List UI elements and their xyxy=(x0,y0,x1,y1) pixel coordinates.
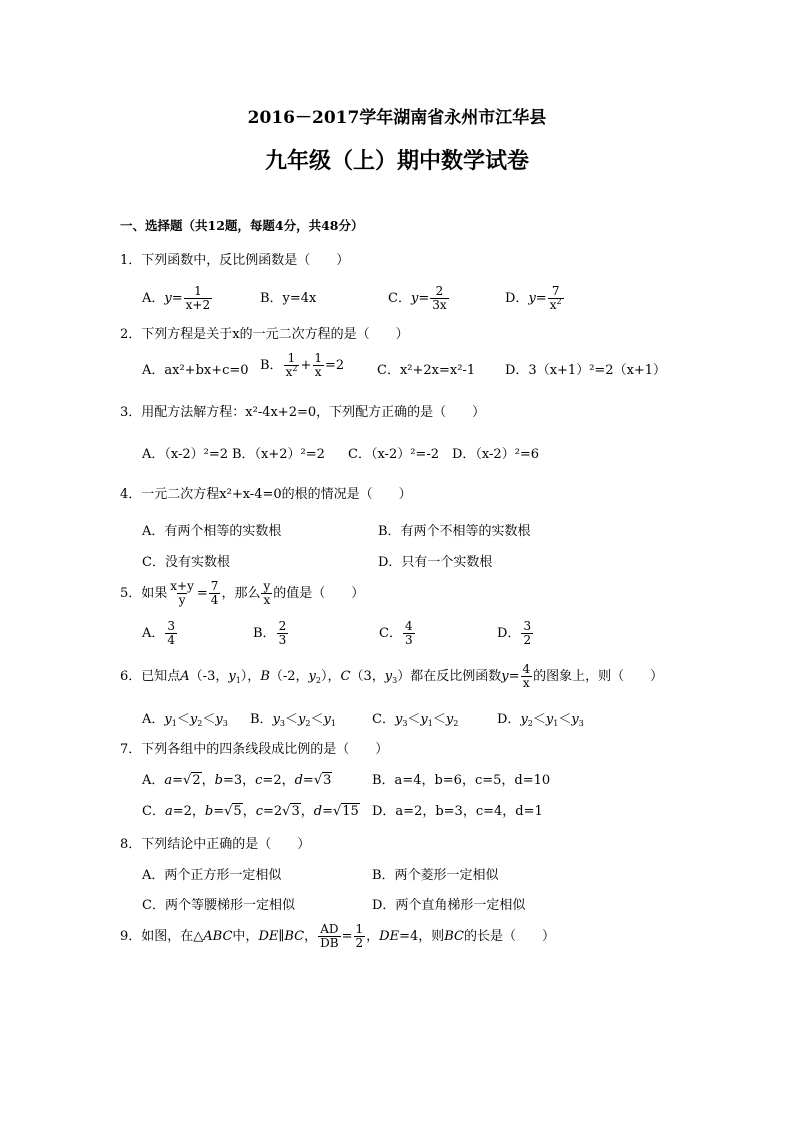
question-8-option-c: C．两个等腰梯形一定相似 xyxy=(142,898,295,913)
question-4-option-c: C．没有实数根 xyxy=(142,555,230,570)
question-2-option-b: B． $\frac{1}{x^2}$ + $\frac{1}{x}$ =2 xyxy=(260,351,345,379)
question-3-stem: 3．用配方法解方程：x²-4x+2=0，下列配方正确的是（ ） xyxy=(120,405,486,420)
question-1-option-b: B．y=4x xyxy=(260,291,317,306)
question-2-option-a: A．ax²+bx+c=0 xyxy=(142,363,249,378)
question-4-option-a: A．有两个相等的实数根 xyxy=(142,524,282,539)
question-2-option-d: D．3（x+1）²=2（x+1） xyxy=(505,363,667,378)
question-7-option-a: A．a=√2，b=3，c=2，d=√3 xyxy=(142,773,332,788)
question-3-option-c: C．（x-2）²=-2 xyxy=(348,447,439,462)
page-title: 2016－2017学年湖南省永州市江华县 xyxy=(247,108,547,128)
question-1-option-d: D．y= $\frac{7}{x^2}$ xyxy=(505,284,562,312)
question-5-option-c: C． $\frac{4}{3}$ xyxy=(379,619,413,647)
question-7-option-d: D．a=2，b=3，c=4，d=1 xyxy=(372,804,543,819)
question-8-option-b: B．两个菱形一定相似 xyxy=(372,868,499,883)
question-6-stem: 6．已知点A（-3，$y_1$），B（-2，$y_2$），C（3，$y_3$）都在反比例函数y= $\frac{4}{x}$ 的图象上，则（ ） xyxy=(120,662,664,690)
question-6-option-b: B．$y_3<y_2<y_1$ xyxy=(250,712,336,728)
question-5-option-a: A． $\frac{3}{4}$ xyxy=(142,619,176,647)
question-5-option-b: B． $\frac{2}{3}$ xyxy=(253,619,287,647)
question-5-stem: 5．如果 $\frac{x+y}{y}$ = $\frac{7}{4}$ ，那么 $\frac{y}{x}$ 的值是（ ） xyxy=(120,579,365,607)
question-9-stem: 9．如图，在△ABC中，DE∥BC， $\frac{AD}{DB}$ = $\frac{1}{2}$ ，DE=4，则BC的长是（ ） xyxy=(120,922,556,950)
question-2-option-c: C．x²+2x=x²-1 xyxy=(377,363,476,378)
question-6-option-d: D．$y_2<y_1<y_3$ xyxy=(497,712,584,728)
question-1-option-a: A．y= $\frac{1}{x+2}$ xyxy=(142,284,211,312)
question-6-option-c: C．$y_3<y_1<y_2$ xyxy=(372,712,459,728)
question-3-option-d: D．（x-2）²=6 xyxy=(452,447,540,462)
question-7-stem: 7．下列各组中的四条线段成比例的是（ ） xyxy=(120,742,389,757)
section-heading: 一、选择题（共12题，每题4分，共48分） xyxy=(120,218,364,233)
question-8-option-a: A．两个正方形一定相似 xyxy=(142,868,282,883)
question-1-option-c: C．y= $\frac{2}{3x}$ xyxy=(388,284,447,312)
question-3-option-b: B．（x+2）²=2 xyxy=(232,447,325,462)
question-4-option-d: D．只有一个实数根 xyxy=(378,555,493,570)
question-4-option-b: B．有两个不相等的实数根 xyxy=(378,524,531,539)
question-5-option-d: D． $\frac{3}{2}$ xyxy=(497,619,532,647)
question-1-stem: 1．下列函数中，反比例函数是（ ） xyxy=(120,253,350,268)
question-7-option-c: C．a=2，b=√5，c=2√3，d=√15 xyxy=(142,804,359,819)
question-8-option-d: D．两个直角梯形一定相似 xyxy=(372,898,526,913)
question-4-stem: 4．一元二次方程x²+x-4=0的根的情况是（ ） xyxy=(120,487,412,502)
question-2-stem: 2．下列方程是关于x的一元二次方程的是（ ） xyxy=(120,327,409,342)
question-8-stem: 8．下列结论中正确的是（ ） xyxy=(120,837,311,852)
page-subtitle: 九年级（上）期中数学试卷 xyxy=(264,148,529,174)
question-6-option-a: A．$y_1<y_2<y_3$ xyxy=(142,712,228,728)
question-7-option-b: B．a=4，b=6，c=5，d=10 xyxy=(372,773,551,788)
question-3-option-a: A．（x-2）²=2 xyxy=(142,447,229,462)
